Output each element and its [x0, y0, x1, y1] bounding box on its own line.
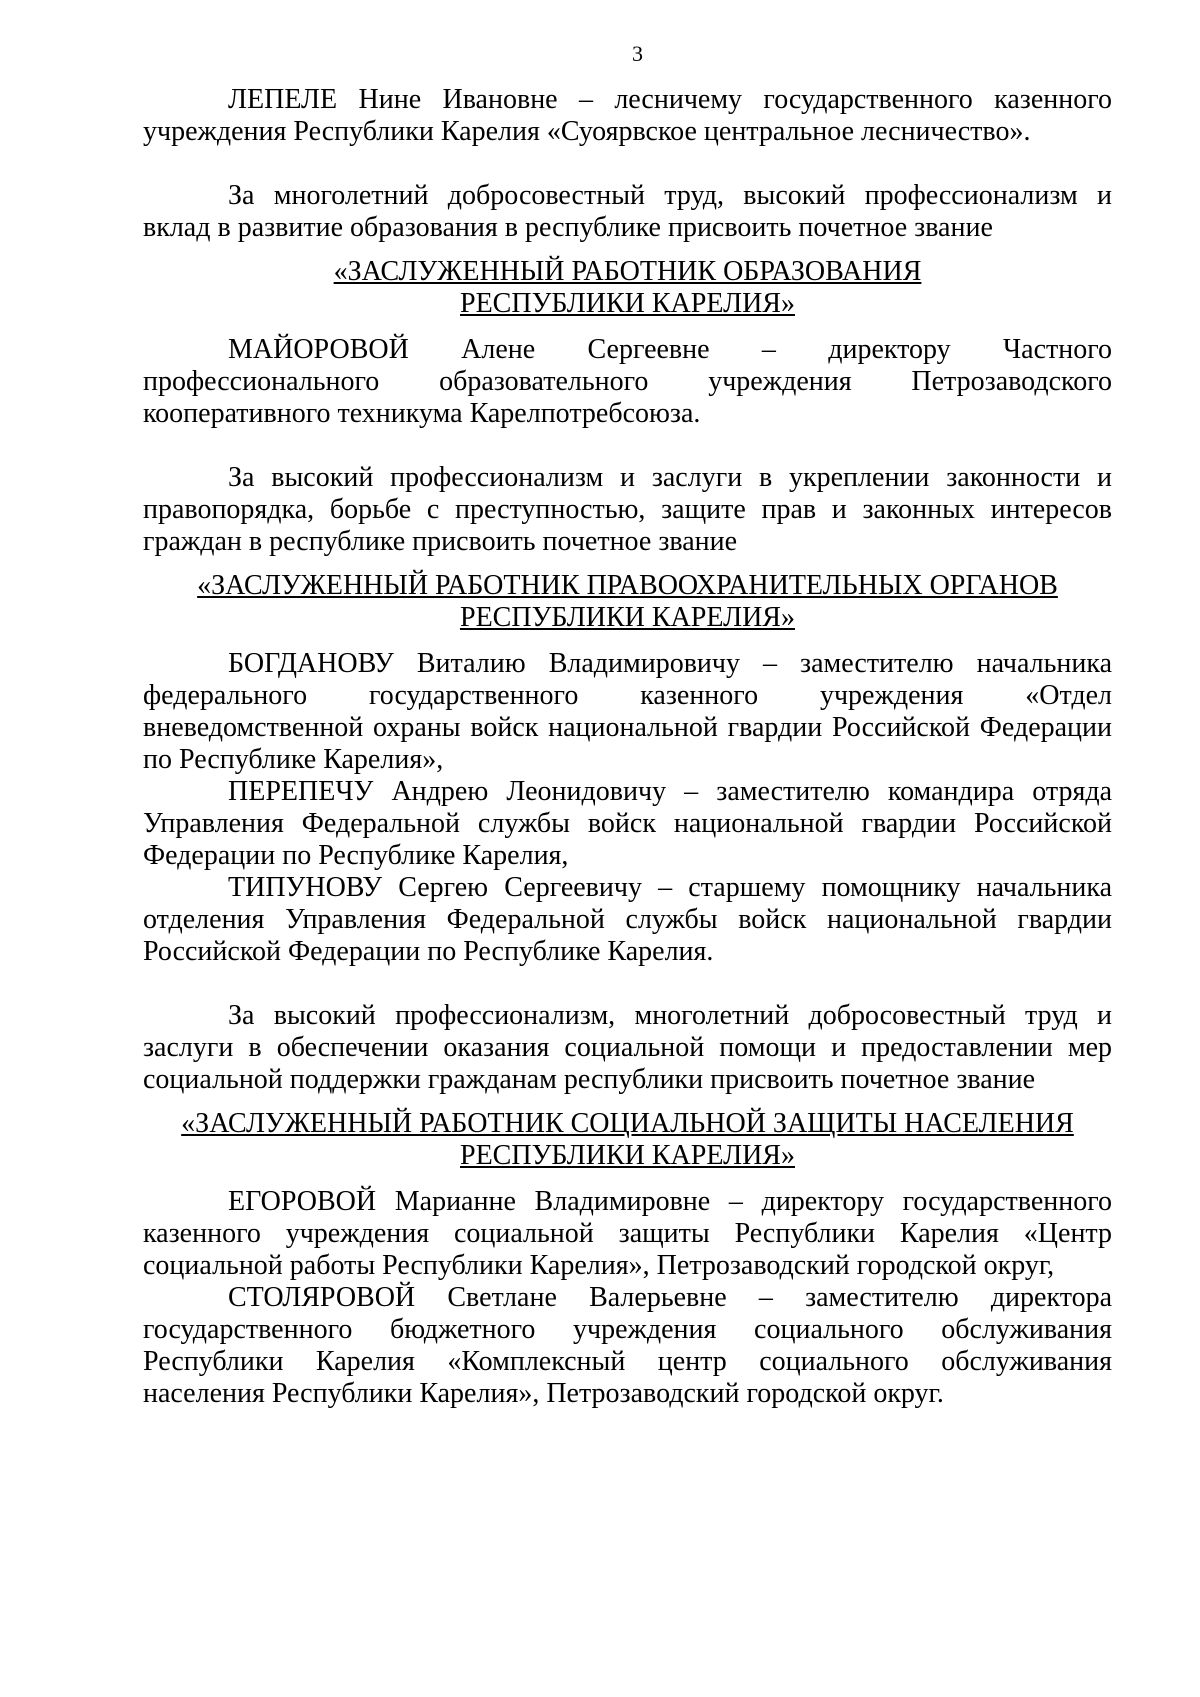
page-number: 3 [632, 41, 643, 66]
title-law-enforcement-line1: «ЗАСЛУЖЕННЫЙ РАБОТНИК ПРАВООХРАНИТЕЛЬНЫХ ОРГАНОВ [197, 570, 1058, 601]
award-reason-law-enforcement: За высокий профессионализм и заслуги в укреплении законности и правопорядка, борьбе с преступностью, защите прав и законных интересов граждан в республике присвоить почетное звание [143, 462, 1112, 557]
title-education-line1: «ЗАСЛУЖЕННЫЙ РАБОТНИК ОБРАЗОВАНИЯ [333, 256, 922, 287]
award-paragraph-perepech: ПЕРЕПЕЧУ Андрею Леонидовичу – заместителю командира отряда Управления Федеральной службы войск национальной гвардии Российской Федерации по Республике Карелия, [143, 776, 1112, 871]
title-social-protection-line1: «ЗАСЛУЖЕННЫЙ РАБОТНИК СОЦИАЛЬНОЙ ЗАЩИТЫ НАСЕЛЕНИЯ [181, 1108, 1074, 1139]
title-social-protection-line2: РЕСПУБЛИКИ КАРЕЛИЯ» [460, 1140, 795, 1171]
title-education-heading [143, 256, 1112, 320]
award-reason-education: За многолетний добросовестный труд, высокий профессионализм и вклад в развитие образования в республике присвоить почетное звание [143, 180, 1112, 243]
award-reason-social-protection: За высокий профессионализм, многолетний добросовестный труд и заслуги в обеспечении оказания социальной помощи и предоставлении мер социальной поддержки гражданам республики присвоить почетное звание [143, 1000, 1112, 1095]
award-paragraph-stolyarova: СТОЛЯРОВОЙ Светлане Валерьевне – заместителю директора государственного бюджетного учреждения социального обслуживания Республики Карелия «Комплексный центр социального обслуживания населения Республики Карелия», Петрозаводский городской округ. [143, 1282, 1112, 1409]
award-paragraph-mayorova: МАЙОРОВОЙ Алене Сергеевне – директору Частного профессионального образовательного учреждения Петрозаводского кооперативного техникума Карелпотребсоюза. [143, 334, 1112, 429]
award-paragraph-tipunov: ТИПУНОВУ Сергею Сергеевичу – старшему помощнику начальника отделения Управления Федеральной службы войск национальной гвардии Российской Федерации по Республике Карелия. [143, 872, 1112, 967]
award-paragraph-egorova: ЕГОРОВОЙ Марианне Владимировне – директору государственного казенного учреждения социальной защиты Республики Карелия «Центр социальной работы Республики Карелия», Петрозаводский городской округ, [143, 1186, 1112, 1281]
title-social-protection-heading [143, 1108, 1112, 1172]
title-education-line2: РЕСПУБЛИКИ КАРЕЛИЯ» [460, 288, 795, 319]
title-law-enforcement-line2: РЕСПУБЛИКИ КАРЕЛИЯ» [460, 602, 795, 633]
title-law-enforcement-heading [143, 570, 1112, 634]
award-paragraph-lepele: ЛЕПЕЛЕ Нине Ивановне – лесничему государственного казенного учреждения Республики Карелия «Суоярвское центральное лесничество». [143, 84, 1112, 147]
award-paragraph-bogdanov: БОГДАНОВУ Виталию Владимировичу – заместителю начальника федерального государственного казенного учреждения «Отдел вневедомственной охраны войск национальной гвардии Российской Федерации по Республике Карелия», [143, 648, 1112, 775]
